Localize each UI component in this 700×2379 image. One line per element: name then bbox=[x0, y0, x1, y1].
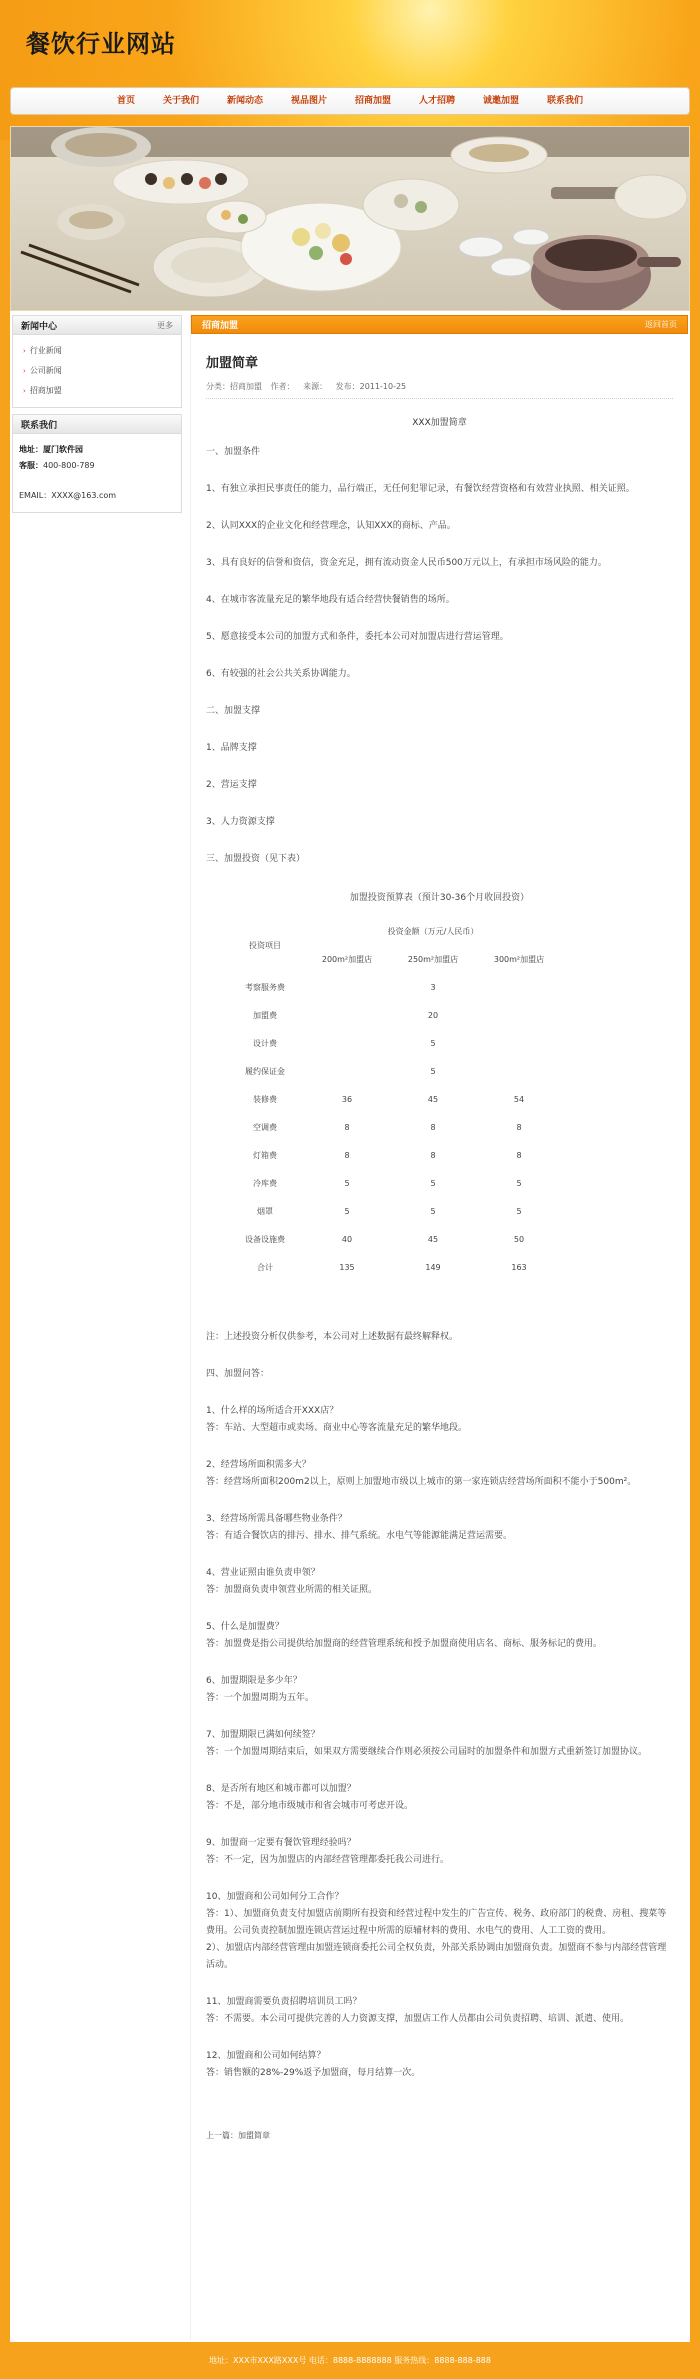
table-cell-item: 加盟费 bbox=[253, 1010, 277, 1020]
nav-news[interactable]: 新闻动态 bbox=[226, 96, 263, 106]
sidebar-item-franchise[interactable]: › 招商加盟 bbox=[23, 381, 173, 401]
qa-answer: 答：1）、加盟商负责支付加盟店前期所有投资和经营过程中发生的广告宣传、税务、政府部门的税费、房租、搜菜等费用。公司负责控制加盟连锁店营运过程中所需的原辅材料的费用、水电气的费用、人工工资的费用。 bbox=[206, 1909, 667, 1936]
main-content bbox=[190, 315, 688, 2340]
support-heading: 二、加盟支撑 bbox=[206, 706, 261, 716]
nav-products[interactable]: 视品图片 bbox=[290, 96, 327, 106]
table-row bbox=[226, 1113, 562, 1141]
qa-item bbox=[206, 1457, 673, 1491]
article-meta: 分类：招商加盟 作者： 来源： 发布：2011-10-25 bbox=[206, 381, 673, 399]
qa-question: 10、加盟商和公司如何分工合作？ bbox=[206, 1892, 344, 1902]
table-cell bbox=[304, 1001, 390, 1029]
qa-question: 12、加盟商和公司如何结算？ bbox=[206, 2051, 326, 2061]
qa-question: 7、加盟期限已满如何续签？ bbox=[206, 1730, 320, 1740]
table-cell-item: 空调费 bbox=[253, 1122, 277, 1132]
qa-answer: 答：加盟费是指公司提供给加盟商的经营管理系统和授予加盟商使用店名、商标、服务标记的费用。 bbox=[206, 1639, 603, 1649]
contact-title: 联系我们 bbox=[21, 420, 58, 431]
nav-franchise[interactable]: 招商加盟 bbox=[355, 96, 392, 106]
table-cell: 149 bbox=[425, 1262, 441, 1272]
qa-answer: 答：加盟商负责申领营业所需的相关证照。 bbox=[206, 1585, 378, 1595]
condition-item: 6、有较强的社会公共关系协调能力。 bbox=[206, 669, 356, 679]
invest-heading: 三、加盟投资（见下表） bbox=[206, 854, 306, 864]
table-cell: 54 bbox=[513, 1094, 525, 1104]
header-background bbox=[0, 0, 700, 140]
qa-answer: 答：有适合餐饮店的排污、排水、排气系统。水电气等能源能满足营运需要。 bbox=[206, 1531, 513, 1541]
qa-item bbox=[206, 1403, 673, 1437]
qa-answer: 答：经营场所面积200m2以上，原则上加盟地市级以上城市的第一家连锁店经营场所面积不能小于500m²。 bbox=[206, 1477, 637, 1487]
qa-item bbox=[206, 1565, 673, 1599]
qa-item bbox=[206, 1889, 673, 1974]
table-header-item: 投资项目 bbox=[249, 940, 281, 950]
sidebar bbox=[12, 315, 182, 519]
table-cell: 5 bbox=[344, 1206, 350, 1216]
budget-table bbox=[226, 917, 562, 1281]
table-cell: 36 bbox=[341, 1094, 353, 1104]
support-item: 1、品牌支撑 bbox=[206, 743, 257, 753]
table-cell-item: 烟罩 bbox=[257, 1206, 273, 1216]
condition-item: 3、具有良好的信誉和资信，资金充足，拥有流动资金人民币500万元以上，有承担市场风险的能力。 bbox=[206, 558, 607, 568]
table-cell bbox=[304, 973, 390, 1001]
table-cell: 5 bbox=[344, 1178, 350, 1188]
table-cell: 20 bbox=[427, 1010, 439, 1020]
table-cell-item: 冷库费 bbox=[253, 1178, 277, 1188]
table-cell: 8 bbox=[344, 1122, 350, 1132]
qa-item bbox=[206, 1994, 673, 2028]
table-cell: 5 bbox=[430, 1178, 436, 1188]
table-cell: 45 bbox=[427, 1094, 439, 1104]
qa-question: 9、加盟商一定要有餐饮管理经验吗？ bbox=[206, 1838, 356, 1848]
main-nav bbox=[10, 87, 690, 115]
contact-address: 地址：厦门软件园 bbox=[19, 445, 83, 454]
qa-list bbox=[206, 1403, 673, 2082]
table-note: 注：上述投资分析仅供参考，本公司对上述数据有最终解释权。 bbox=[206, 1332, 459, 1342]
content-wrapper bbox=[10, 311, 690, 2342]
article bbox=[191, 352, 688, 2141]
table-cell-item: 装修费 bbox=[253, 1094, 277, 1104]
table-cell-item: 考察服务费 bbox=[245, 982, 285, 992]
arrow-right-icon: › bbox=[23, 347, 26, 355]
condition-item: 2、认同XXX的企业文化和经营理念，认知XXX的商标、产品。 bbox=[206, 521, 456, 531]
table-cell: 5 bbox=[430, 1206, 436, 1216]
qa-item bbox=[206, 2048, 673, 2082]
table-cell bbox=[476, 1001, 562, 1029]
sidebar-item-industry-news[interactable]: › 行业新闻 bbox=[23, 341, 173, 361]
sidebar-item-company-news[interactable]: › 公司新闻 bbox=[23, 361, 173, 381]
table-row bbox=[226, 1197, 562, 1225]
arrow-right-icon: › bbox=[23, 387, 26, 395]
qa-answer: 答：销售额的28%-29%返予加盟商，每月结算一次。 bbox=[206, 2068, 421, 2078]
table-row bbox=[226, 1253, 562, 1281]
news-more-link[interactable]: 更多 bbox=[157, 320, 173, 330]
news-center-title: 新闻中心 bbox=[21, 321, 58, 332]
support-list bbox=[206, 740, 673, 831]
section-header bbox=[191, 315, 688, 334]
table-header-amount: 投资金额（万元/人民币） bbox=[387, 926, 479, 936]
qa-item bbox=[206, 1835, 673, 1869]
table-header-col: 300m²加盟店 bbox=[493, 954, 545, 964]
qa-question: 2、经营场所面积需多大？ bbox=[206, 1460, 311, 1470]
qa-question: 11、加盟商需要负责招聘培训员工吗？ bbox=[206, 1997, 362, 2007]
contact-email: EMAIL：XXXX@163.com bbox=[19, 491, 117, 500]
qa-heading: 四、加盟问答： bbox=[206, 1369, 270, 1379]
qa-answer: 答：不是，部分地市级城市和省会城市可考虑开设。 bbox=[206, 1801, 414, 1811]
table-cell: 5 bbox=[516, 1206, 522, 1216]
table-cell-item: 灯箱费 bbox=[253, 1150, 277, 1160]
qa-item bbox=[206, 1727, 673, 1761]
qa-answer: 答：一个加盟周期结束后，如果双方需要继续合作则必须按公司届时的加盟条件和加盟方式重新签订加盟协议。 bbox=[206, 1747, 648, 1757]
arrow-right-icon: › bbox=[23, 367, 26, 375]
support-item: 2、营运支撑 bbox=[206, 780, 257, 790]
table-cell: 163 bbox=[511, 1262, 527, 1272]
nav-jobs[interactable]: 人才招聘 bbox=[419, 96, 456, 106]
table-cell: 3 bbox=[430, 982, 436, 992]
nav-home[interactable]: 首页 bbox=[116, 96, 135, 106]
contact-info bbox=[13, 434, 181, 512]
support-item: 3、人力资源支撑 bbox=[206, 817, 275, 827]
table-row bbox=[226, 1169, 562, 1197]
table-cell bbox=[476, 1029, 562, 1057]
table-cell: 8 bbox=[430, 1122, 436, 1132]
prev-article-link[interactable]: 加盟简章 bbox=[238, 2131, 270, 2140]
conditions-list bbox=[206, 481, 673, 683]
table-cell: 8 bbox=[516, 1150, 522, 1160]
document-title: XXX加盟简章 bbox=[412, 418, 467, 428]
site-title: 餐饮行业网站 bbox=[26, 30, 176, 58]
qa-question: 4、营业证照由谁负责申领？ bbox=[206, 1568, 320, 1578]
qa-item bbox=[206, 1673, 673, 1707]
table-cell: 8 bbox=[516, 1122, 522, 1132]
table-cell: 8 bbox=[344, 1150, 350, 1160]
condition-item: 4、在城市客流量充足的繁华地段有适合经营快餐销售的场所。 bbox=[206, 595, 455, 605]
table-header-col: 250m²加盟店 bbox=[407, 954, 459, 964]
back-home-link[interactable]: 返回首页 bbox=[645, 320, 677, 329]
banner-image bbox=[10, 126, 690, 311]
article-title: 加盟简章 bbox=[206, 356, 259, 371]
condition-item: 1、有独立承担民事责任的能力，品行端正，无任何犯罪记录，有餐饮经营资格和有效营业执照、相关证照。 bbox=[206, 484, 635, 494]
table-row bbox=[226, 1141, 562, 1169]
table-cell bbox=[304, 1057, 390, 1085]
table-cell: 50 bbox=[513, 1234, 525, 1244]
budget-table-title: 加盟投资预算表（预计30-36个月收回投资） bbox=[349, 893, 530, 903]
condition-item: 5、愿意接受本公司的加盟方式和条件，委托本公司对加盟店进行营运管理。 bbox=[206, 632, 509, 642]
contact-box bbox=[12, 414, 182, 513]
prev-article: 上一篇：加盟简章 bbox=[206, 2131, 270, 2140]
qa-question: 6、加盟期限是多少年？ bbox=[206, 1676, 302, 1686]
table-cell-item: 合计 bbox=[257, 1262, 273, 1272]
table-cell: 135 bbox=[339, 1262, 355, 1272]
qa-item bbox=[206, 1511, 673, 1545]
qa-answer: 答：一个加盟周期为五年。 bbox=[206, 1693, 315, 1703]
table-cell bbox=[476, 1057, 562, 1085]
table-cell: 5 bbox=[516, 1178, 522, 1188]
qa-question: 5、什么是加盟费？ bbox=[206, 1622, 284, 1632]
table-cell bbox=[304, 1029, 390, 1057]
qa-answer: 2）、加盟店内部经营管理由加盟连锁商委托公司全权负责，外部关系协调由加盟商负责。加盟商不参与内部经营管理活动。 bbox=[206, 1943, 667, 1970]
news-category-list bbox=[13, 335, 181, 407]
qa-answer: 答：不需要。本公司可提供完善的人力资源支撑，加盟店工作人员都由公司负责招聘、培训、派遣、使用。 bbox=[206, 2014, 630, 2024]
nav-contact[interactable]: 联系我们 bbox=[547, 96, 584, 106]
table-cell bbox=[476, 973, 562, 1001]
qa-question: 1、什么样的场所适合开XXX店？ bbox=[206, 1406, 339, 1416]
table-row bbox=[226, 973, 562, 1001]
qa-item bbox=[206, 1619, 673, 1653]
table-cell-item: 履约保证金 bbox=[245, 1066, 285, 1076]
nav-join[interactable]: 诚邀加盟 bbox=[483, 96, 520, 106]
qa-question: 3、经营场所需具备哪些物业条件？ bbox=[206, 1514, 347, 1524]
nav-about[interactable]: 关于我们 bbox=[162, 96, 199, 106]
table-cell-item: 设计费 bbox=[253, 1038, 277, 1048]
qa-answer: 答：不一定，因为加盟店的内部经营管理都委托我公司进行。 bbox=[206, 1855, 450, 1865]
table-row bbox=[226, 1001, 562, 1029]
table-row bbox=[226, 1057, 562, 1085]
table-row bbox=[226, 1029, 562, 1057]
table-header-col: 200m²加盟店 bbox=[321, 954, 373, 964]
qa-item bbox=[206, 1781, 673, 1815]
footer: 地址：XXX市XXX路XXX号 电话：8888-8888888 服务热线：8888-888-888 bbox=[209, 2356, 491, 2365]
table-row bbox=[226, 1225, 562, 1253]
table-cell: 8 bbox=[430, 1150, 436, 1160]
table-cell: 40 bbox=[341, 1234, 353, 1244]
contact-phone: 客服：400-800-789 bbox=[19, 461, 95, 470]
conditions-heading: 一、加盟条件 bbox=[206, 447, 261, 457]
table-cell-item: 设备设施费 bbox=[245, 1234, 285, 1244]
table-cell: 5 bbox=[430, 1066, 436, 1076]
qa-answer: 答：车站、大型超市或卖场、商业中心等客流量充足的繁华地段。 bbox=[206, 1423, 468, 1433]
table-row bbox=[226, 1085, 562, 1113]
section-title: 招商加盟 bbox=[202, 321, 239, 331]
table-cell: 5 bbox=[430, 1038, 436, 1048]
qa-question: 8、是否所有地区和城市都可以加盟？ bbox=[206, 1784, 356, 1794]
table-cell: 45 bbox=[427, 1234, 439, 1244]
news-center-box bbox=[12, 315, 182, 408]
